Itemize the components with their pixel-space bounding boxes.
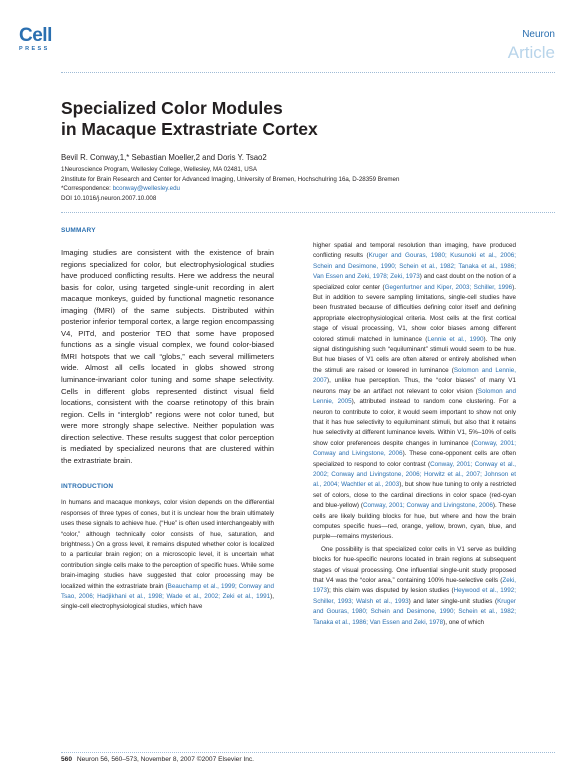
affiliation-1: 1Neuroscience Program, Wellesley College, Wellesley, MA 02481, USA bbox=[61, 166, 258, 173]
summary-heading: SUMMARY bbox=[61, 227, 96, 234]
logo-main-text: Cell bbox=[19, 25, 52, 46]
citation-link[interactable]: Conway, 2001; Conway and Livingstone, 2006 bbox=[313, 439, 516, 458]
intro-paragraph-1 bbox=[61, 498, 274, 612]
paper-title bbox=[61, 98, 421, 140]
intro-text-segment: In humans and macaque monkeys, color vision depends on the differential responses of three types of cones, but it is unclear how the brain ultimately uses these signals to achieve hue. (“Hue” is often used interchangeably with “color,” although technically color consists of hue, saturation, and brightness.) On a gross level, it remains disputed whether color is localized to a particular brain region; on a microscopic level, it is uncertain what contribution single cells make to the perception of specific hues. While some brain-imaging studies have suggested that color processing may be localized within the extrastriate brain ( bbox=[61, 499, 274, 590]
right-column bbox=[313, 241, 516, 628]
body-text-segment: ) and cast doubt on the notion of a specialized color center ( bbox=[313, 273, 516, 291]
footer-divider bbox=[61, 752, 555, 753]
doi: DOI 10.1016/j.neuron.2007.10.008 bbox=[61, 194, 157, 202]
citation-link[interactable]: Beauchamp et al., 1999; Conway and Tsao, 2006; Hadjikhani et al., 1998; Wade et al., 2002; Zeki et al., 1991 bbox=[61, 582, 274, 601]
cell-press-logo bbox=[19, 26, 52, 52]
body-text-segment: ) and later single-unit studies ( bbox=[408, 597, 498, 605]
right-paragraph-1 bbox=[313, 241, 516, 543]
body-text-segment: ), one of which bbox=[443, 618, 485, 626]
title-line-2: in Macaque Extrastriate Cortex bbox=[61, 119, 318, 139]
body-text-segment: ). These cone-opponent cells are often specialized to respond to color contrast ( bbox=[313, 450, 516, 468]
body-text-segment: ), unlike hue perception. Thus, the “color biases” of many V1 neurons may be an artifact not relevant to color vision ( bbox=[313, 377, 516, 395]
author-list: Bevil R. Conway,1,* Sebastian Moeller,2 and Doris Y. Tsao2 bbox=[61, 153, 267, 162]
body-text-segment: ); this claim was disputed by lesion studies ( bbox=[327, 587, 454, 595]
citation-link[interactable]: Zeki, 1973 bbox=[313, 577, 516, 595]
introduction-heading: INTRODUCTION bbox=[61, 483, 114, 491]
citation-link[interactable]: Heywood et al., 1992; Schiller, 1993; Walsh et al., 1993 bbox=[313, 587, 516, 605]
header-divider bbox=[61, 72, 555, 73]
article-type: Article bbox=[507, 43, 555, 62]
body-text-segment: ). But in addition to severe sampling limitations, single-cell studies have been frustrated because of difficulties defining color itself and defining appropriate electrophysiological criteria. Most cells at the first cortical stage of visual processing, V1, show color biases among different colored stimuli matched in luminance ( bbox=[313, 283, 516, 343]
intro-text-segment: ), single-cell electrophysiological studies, which have bbox=[61, 593, 274, 611]
affiliations bbox=[61, 165, 561, 203]
citation-link[interactable]: Gegenfurtner and Kiper, 2003; Schiller, 1996 bbox=[384, 283, 513, 291]
body-text-segment: ), but show hue tuning to only a restricted set of colors, close to the cardinal directions in color space (red-cyan and blue-yellow) ( bbox=[313, 481, 516, 510]
citation-link[interactable]: Kruger and Gouras, 1980; Kusunoki et al., 2006; Schein and Desimone, 1990; Schein et al., 1982; Tanaka et al., 1986; Van Essen and Zeki, 1978; Zeki, 1973 bbox=[313, 252, 516, 281]
citation-link[interactable]: Lennie et al., 1990 bbox=[427, 335, 484, 343]
body-text-segment: ). The only signal distinguishing such “equiluminant” stimuli would seem to be hue. But hue biases of V1 cells are often altered or entirely abolished when the stimuli are raised or lowered in luminance ( bbox=[313, 335, 516, 374]
affiliation-2: 2Institute for Brain Research and Center for Advanced Imaging, University of Bremen, Hochschulring 16a, D-28359 Bremen bbox=[61, 175, 400, 183]
title-divider bbox=[61, 212, 555, 213]
correspondence-email-link[interactable]: bconway@wellesley.edu bbox=[112, 185, 180, 192]
citation-link[interactable]: Conway, 2001; Conway and Livingstone, 2006 bbox=[362, 502, 493, 510]
citation-link[interactable]: Kruger and Gouras, 1980; Schein and Desimone, 1990; Schein et al., 1982; Tanaka et al., 1986; Van Essen and Zeki, 1978 bbox=[313, 597, 516, 626]
page-number: 560 bbox=[61, 756, 73, 763]
journal-citation: Neuron 56, 560–573, November 8, 2007 ©2007 Elsevier Inc. bbox=[76, 756, 254, 763]
summary-text: Imaging studies are consistent with the existence of brain regions specialized for color, but electrophysiological studies have produced conflicting results. Here we address the neural basis for color, using targeted single-unit recording in alert macaque monkeys, guided by functional magnetic resonance imaging (fMRI) of the same subjects. Distributed within posterior inferior temporal cortex, a large region encompassing V4, PITd, and posterior TEO that some have proposed functions as a single visual complex, we found color-biased fMRI hotspots that we call “globs,” each several millimeters wide. Almost all cells located in globs showed strong luminance-invariant color tuning and some shape selectivity. Cells in different globs represented distinct visual field locations, consistent with the coarse retinotopy of this brain region. Cells in “interglob” regions were not color tuned, but were more strongly shape selective. Neither population was direction selective. These results suggest that color perception is mediated by specialized neurons that are clustered within the extrastriate brain. bbox=[61, 248, 274, 465]
page-footer bbox=[61, 755, 254, 764]
body-text-segment: higher spatial and temporal resolution than imaging, have produced conflicting results ( bbox=[313, 242, 516, 260]
logo-sub-text: PRESS bbox=[19, 46, 50, 52]
body-text-segment: ), attributed instead to random cone clustering. For a neuron to contribute to color, it would seem important to show not only that it has hue selectivity to equiluminant stimuli, but also that it retains hue selectivity at different luminance levels. Within V1, 5%–10% of cells show color preferences despite changes in luminance ( bbox=[313, 398, 516, 447]
left-column bbox=[61, 227, 274, 613]
journal-name: Neuron bbox=[522, 29, 555, 40]
correspondence bbox=[61, 184, 561, 194]
title-line-1: Specialized Color Modules bbox=[61, 98, 283, 118]
body-text-segment: One possibility is that specialized color cells in V1 serve as building blocks for hue-specific neurons located in brain regions at subsequent stages of visual processing. One influential single-unit study proposed that V4 was the “color area,” containing 100% hue-selective cells ( bbox=[313, 545, 516, 584]
right-paragraph-2 bbox=[313, 545, 516, 628]
body-text-segment: ). These cells are likely building blocks for hue, but where and how the brain computes specific hues—red, orange, yellow, brown, cyan, blue, and purple—remains mysterious. bbox=[313, 502, 517, 541]
citation-link[interactable]: Solomon and Lennie, 2007 bbox=[313, 366, 516, 385]
citation-link[interactable]: Solomon and Lennie, 2005 bbox=[313, 387, 517, 406]
citation-link[interactable]: Conway, 2001; Conway et al., 2002; Conway and Livingstone, 2006; Horwitz et al., 2007; Johnson et al., 2004; Wachtler et al., 2003 bbox=[313, 460, 516, 489]
correspondence-label: *Correspondence: bbox=[61, 185, 113, 192]
